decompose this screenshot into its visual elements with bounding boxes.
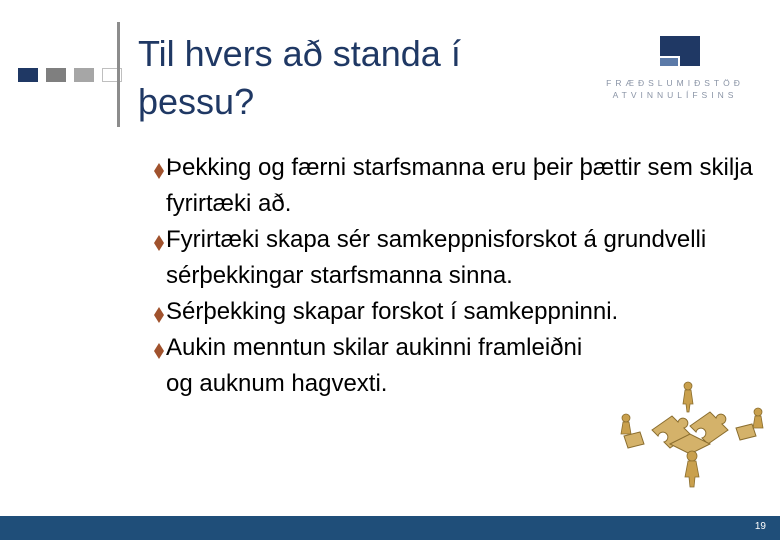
bullet-item bbox=[158, 330, 588, 402]
diamond-bullet-icon bbox=[154, 235, 164, 251]
diamond-bullet-icon bbox=[154, 307, 164, 323]
title-divider bbox=[117, 22, 120, 127]
title-line-1: Til hvers að standa í bbox=[138, 33, 461, 74]
bullet-item bbox=[158, 294, 758, 330]
bullet-list bbox=[158, 150, 758, 402]
square-light-gray bbox=[74, 68, 94, 82]
page-number: 19 bbox=[754, 521, 766, 532]
logo-mark-icon bbox=[604, 34, 746, 76]
square-gray bbox=[46, 68, 66, 82]
title-line-2: þessu? bbox=[138, 81, 255, 122]
bullet-text: Fyrirtæki skapa sér samkeppnisforskot á grundvelli sérþekkingar starfsmanna sinna. bbox=[166, 226, 707, 289]
organization-logo bbox=[604, 34, 746, 104]
square-dark-blue bbox=[18, 68, 38, 82]
decorative-squares bbox=[18, 68, 108, 82]
diamond-bullet-icon bbox=[154, 163, 164, 179]
bullet-text: Sérþekking skapar forskot í samkeppninni. bbox=[166, 298, 619, 325]
logo-text-line-2: ATVINNULÍFSINS bbox=[612, 90, 738, 100]
bullet-item bbox=[158, 150, 758, 222]
diamond-bullet-icon bbox=[154, 343, 164, 359]
bullet-text: Aukin menntun skilar aukinni framleiðni og auknum hagvexti. bbox=[166, 334, 583, 397]
logo-text-line-1: FRÆÐSLUMIÐSTÖÐ bbox=[606, 78, 744, 88]
footer-bar bbox=[0, 516, 780, 540]
bullet-text: Þekking og færni starfsmanna eru þeir þættir sem skilja fyrirtæki að. bbox=[166, 154, 753, 217]
puzzle-team-illustration-icon bbox=[612, 378, 772, 490]
bullet-item bbox=[158, 222, 758, 294]
slide-title bbox=[138, 30, 578, 126]
